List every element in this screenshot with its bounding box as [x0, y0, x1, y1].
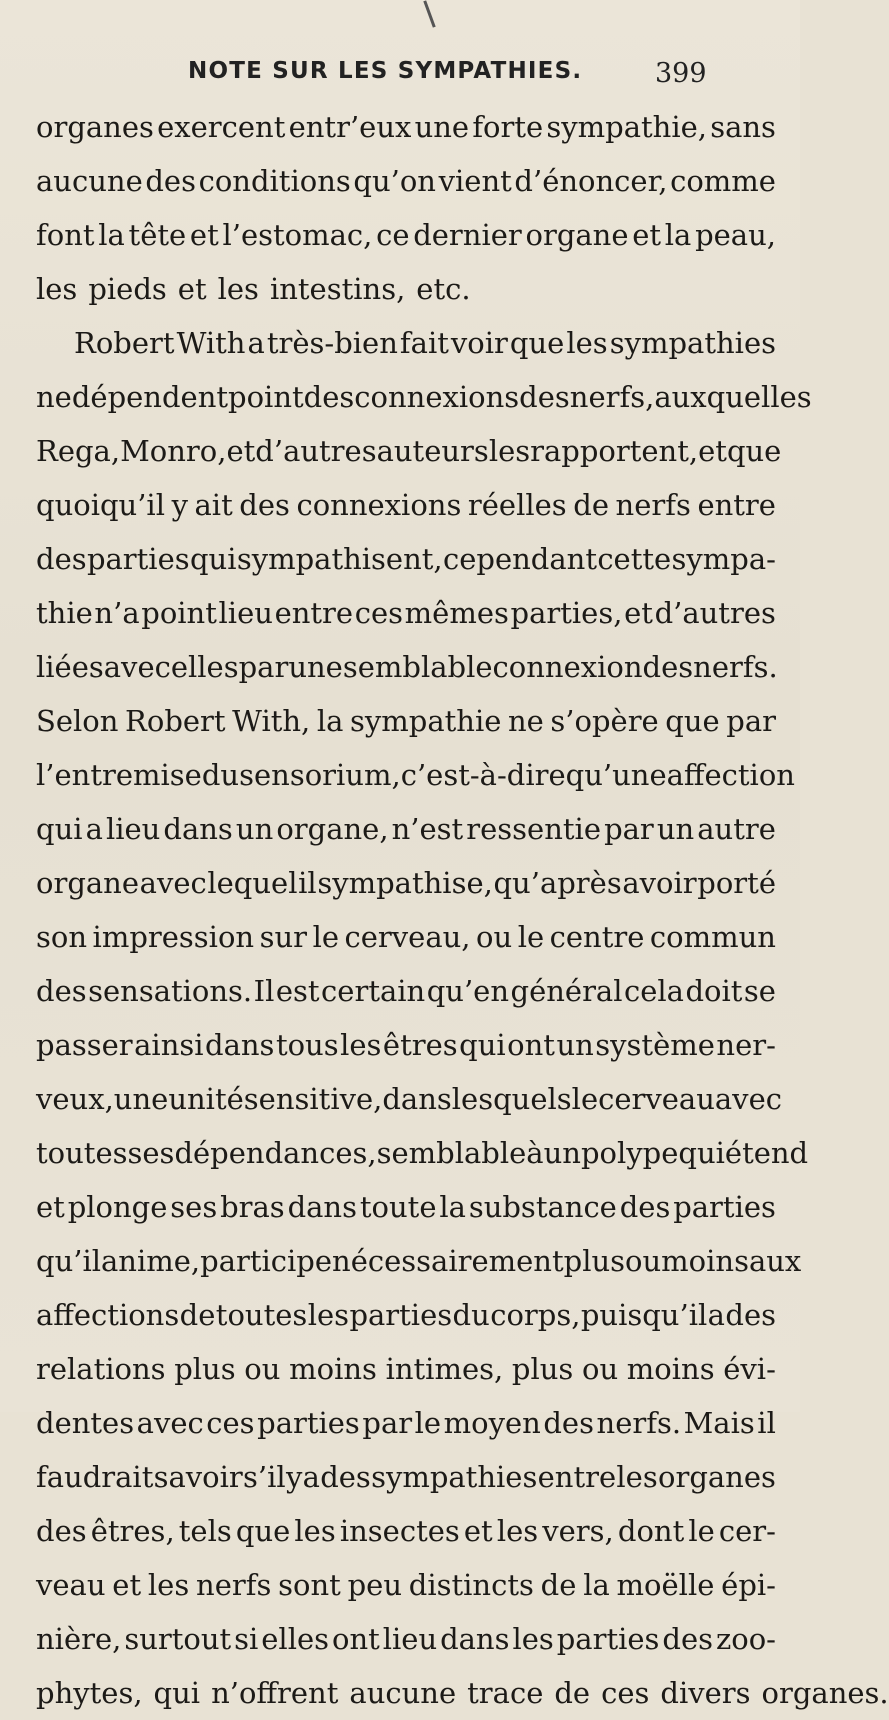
text-line: nière, surtout si elles ont lieu dans les parties des zoo- — [36, 1622, 776, 1656]
text-line: son impression sur le cerveau, ou le centre commun — [36, 920, 776, 954]
text-line: aucune des conditions qu’on vient d’énoncer, comme — [36, 164, 776, 198]
page-number: 399 — [655, 58, 707, 89]
text-line: organes exercent entr’eux une forte sympathie, sans — [36, 110, 776, 144]
text-line: les pieds et les intestins, etc. — [36, 272, 471, 306]
text-line: Selon Robert With, la sympathie ne s’opère que par — [36, 704, 776, 738]
text-line: phytes, qui n’offrent aucune trace de ces divers organes. — [36, 1676, 889, 1710]
text-line: et plonge ses bras dans toute la substance des parties — [36, 1190, 776, 1224]
text-line: toutes ses dépendances, semblable à un polype qui étend — [36, 1136, 809, 1170]
running-title: NOTE SUR LES SYMPATHIES. — [188, 58, 583, 84]
text-line: quoiqu’il y ait des connexions réelles de nerfs entre — [36, 488, 776, 522]
text-line: des êtres, tels que les insectes et les vers, dont le cer- — [36, 1514, 776, 1548]
page-header — [0, 58, 800, 102]
text-line: dentes avec ces parties par le moyen des nerfs. Mais il — [36, 1406, 776, 1440]
text-line: liées avec elles par une semblable connexion des nerfs. — [36, 650, 778, 684]
text-line: l’entremise du sensorium, c’est-à-dire qu’une affection — [36, 758, 795, 792]
text-line: des parties qui sympathisent, cependant cette sympa- — [36, 542, 776, 576]
text-line: veux, une unité sensitive, dans lesquels le cerveau avec — [36, 1082, 782, 1116]
text-line: veau et les nerfs sont peu distincts de la moëlle épi- — [36, 1568, 776, 1602]
text-line: font la tête et l’estomac, ce dernier organe et la peau, — [36, 218, 776, 252]
text-line: faudrait savoir s’il y a des sympathies entre les organes — [36, 1460, 776, 1494]
text-line: Robert With a très-bien fait voir que les sympathies — [74, 326, 776, 360]
text-line: ne dépendent point des connexions des nerfs, auxquelles — [36, 380, 812, 414]
text-line: affections de toutes les parties du corps, puisqu’il a des — [36, 1298, 776, 1332]
text-line: thie n’a point lieu entre ces mêmes parties, et d’autres — [36, 596, 776, 630]
text-line: qu’il anime, participe nécessairement plus ou moins aux — [36, 1244, 802, 1278]
ink-mark — [423, 0, 435, 27]
text-line: organe avec lequel il sympathise, qu’après avoir porté — [36, 866, 776, 900]
text-line: qui a lieu dans un organe, n’est ressentie par un autre — [36, 812, 776, 846]
text-line: relations plus ou moins intimes, plus ou moins évi- — [36, 1352, 776, 1386]
text-line: Rega, Monro, et d’autres auteurs les rapportent, et que — [36, 434, 782, 468]
body-text — [36, 100, 889, 1720]
text-line: passer ainsi dans tous les êtres qui ont un système ner- — [36, 1028, 776, 1062]
text-line: des sensations. Il est certain qu’en général cela doit se — [36, 974, 776, 1008]
